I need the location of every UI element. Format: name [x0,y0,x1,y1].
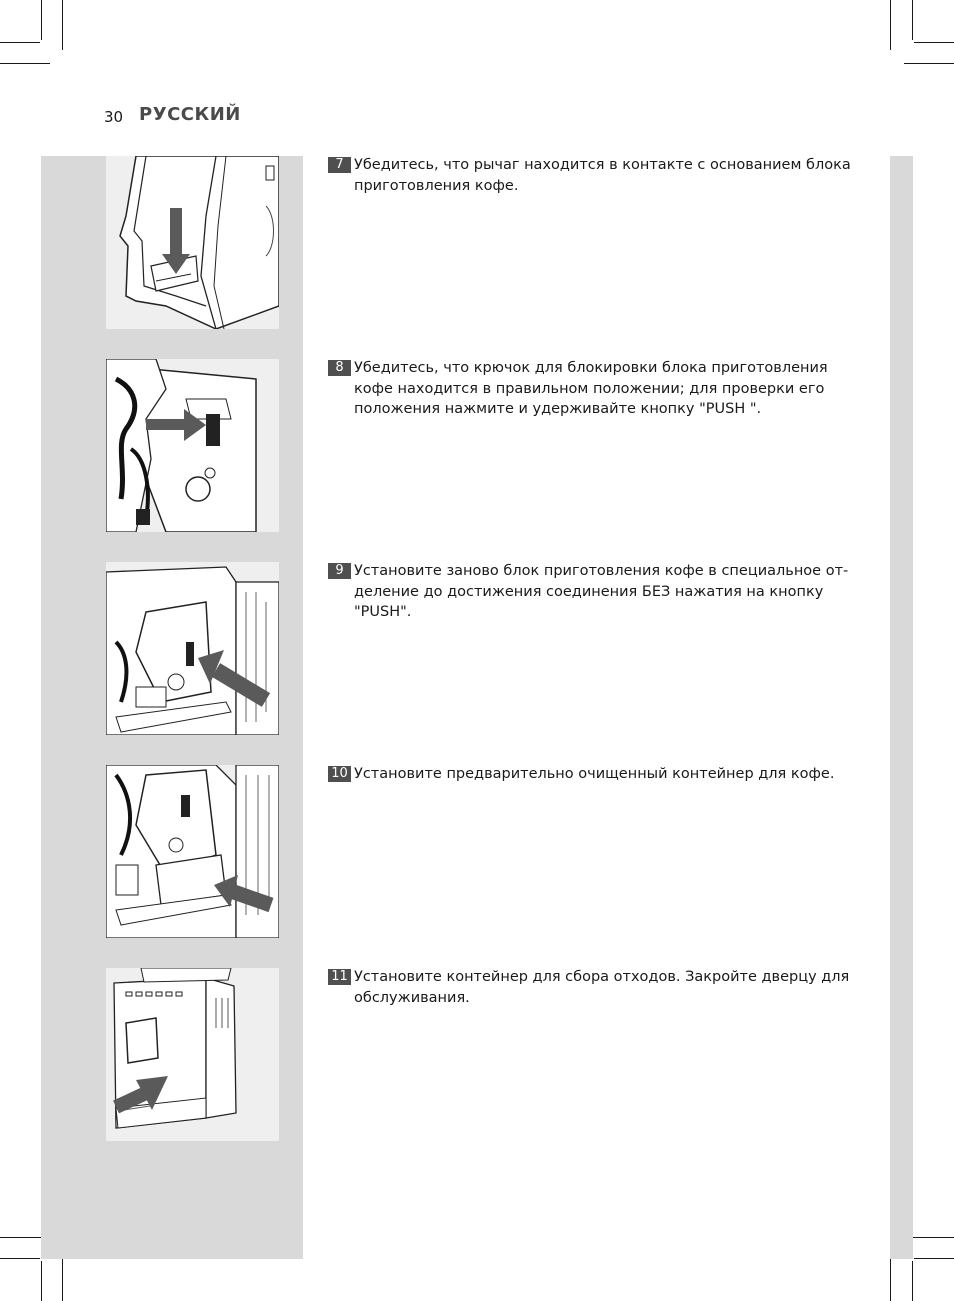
step-8-illustration [106,359,279,532]
step-11-text: Установите контейнер для сбора отходов. Закройте дверцу для обслуживания. [354,969,850,1006]
step-number-badge: 9 [328,563,351,579]
step-9-text: Установите заново блок приготовления кофе в специальное от-деление до достижения соединения БЕЗ нажатия на кнопку "PUSH". [354,563,849,620]
crop-mark [914,42,954,43]
crop-mark [0,63,50,64]
step-9-illustration [106,562,279,735]
step-number-badge: 8 [328,360,351,376]
coffee-machine-illustration [106,968,279,1141]
crop-mark [904,63,954,64]
step-7-text: Убедитесь, что рычаг находится в контакте с основанием блока приготовления кофе. [354,157,851,194]
step-11 [328,967,858,1008]
insert-brew-group-illustration [106,562,279,735]
crop-mark [912,1261,913,1301]
step-number-badge: 11 [328,969,351,985]
step-10-pointer [279,765,303,789]
crop-mark [0,1258,40,1259]
step-number-badge: 7 [328,157,351,173]
brew-group-lever-illustration [106,156,279,329]
step-10-illustration [106,765,279,938]
step-7 [328,155,858,196]
step-11-illustration [106,968,279,1141]
step-9-pointer [279,562,303,586]
step-7-pointer [279,156,303,180]
crop-mark [62,0,63,50]
side-tab-band [890,156,913,1259]
step-11-pointer [279,968,303,992]
crop-mark [912,0,913,40]
crop-mark [914,1258,954,1259]
crop-mark [0,42,40,43]
step-number-badge: 10 [328,766,351,782]
step-8-pointer [279,359,303,383]
page-number: 30 [104,108,124,126]
step-8 [328,358,858,420]
crop-mark [41,1261,42,1301]
step-8-text: Убедитесь, что крючок для блокировки блока приготовления кофе находится в правильном положении; для проверки его положения нажмите и удерживайте кнопку "PUSH ". [354,360,828,417]
step-7-illustration [106,156,279,329]
step-9 [328,561,858,623]
brew-group-hook-illustration [106,359,279,532]
crop-mark [890,0,891,50]
step-10 [328,764,858,785]
insert-coffee-container-illustration [106,765,279,938]
step-10-text: Установите предварительно очищенный контейнер для кофе. [354,766,835,782]
language-title: РУССКИЙ [139,104,241,125]
crop-mark [41,0,42,40]
